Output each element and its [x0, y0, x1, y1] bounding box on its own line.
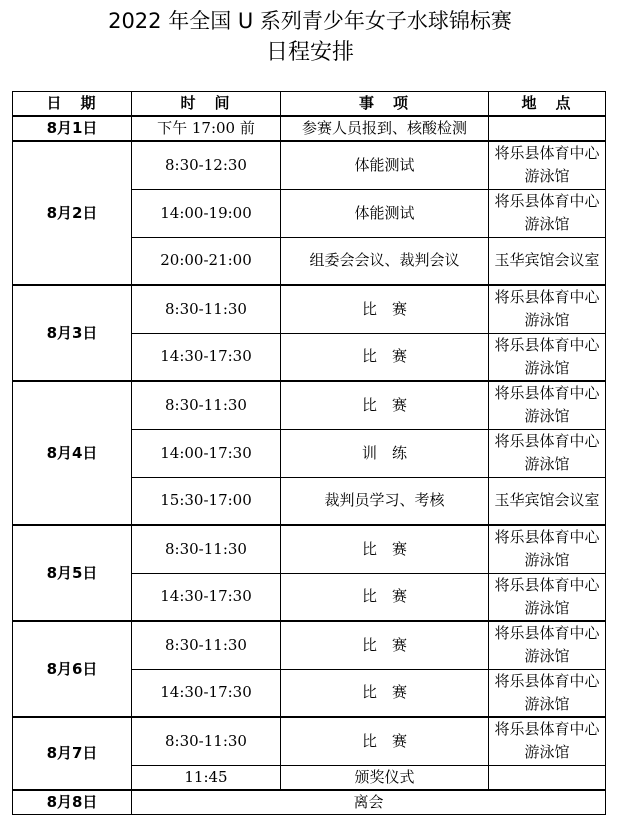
place-cell: 将乐县体育中心游泳馆	[489, 429, 606, 477]
document-title: 2022 年全国 U 系列青少年女子水球锦标赛	[108, 9, 512, 33]
event-cell: 比 赛	[281, 381, 489, 429]
date-cell: 8月6日	[13, 621, 132, 717]
time-cell: 11:45	[132, 765, 281, 790]
event-cell: 离会	[132, 790, 606, 815]
table-row	[13, 141, 606, 189]
header-event: 事 项	[281, 92, 489, 117]
table-row	[13, 790, 606, 815]
date-cell: 8月8日	[13, 790, 132, 815]
time-cell: 14:00-19:00	[132, 189, 281, 237]
place-cell: 将乐县体育中心游泳馆	[489, 381, 606, 429]
event-cell: 比 赛	[281, 717, 489, 765]
date-cell: 8月4日	[13, 381, 132, 525]
time-cell: 14:30-17:30	[132, 333, 281, 381]
date-cell: 8月1日	[13, 116, 132, 141]
event-cell: 训 练	[281, 429, 489, 477]
place-cell: 将乐县体育中心游泳馆	[489, 333, 606, 381]
time-cell: 8:30-11:30	[132, 381, 281, 429]
event-cell: 比 赛	[281, 285, 489, 333]
date-cell: 8月2日	[13, 141, 132, 285]
table-row	[13, 621, 606, 669]
place-cell: 将乐县体育中心游泳馆	[489, 141, 606, 189]
event-cell: 比 赛	[281, 621, 489, 669]
place-cell: 将乐县体育中心游泳馆	[489, 717, 606, 765]
schedule-table	[12, 91, 606, 815]
time-cell: 14:00-17:30	[132, 429, 281, 477]
table-row	[13, 116, 606, 141]
time-cell: 15:30-17:00	[132, 477, 281, 525]
header-date: 日 期	[13, 92, 132, 117]
place-cell: 将乐县体育中心游泳馆	[489, 285, 606, 333]
event-cell: 体能测试	[281, 141, 489, 189]
time-cell: 8:30-12:30	[132, 141, 281, 189]
event-cell: 组委会会议、裁判会议	[281, 237, 489, 285]
header-time: 时 间	[132, 92, 281, 117]
time-cell: 14:30-17:30	[132, 669, 281, 717]
event-cell: 比 赛	[281, 669, 489, 717]
date-cell: 8月3日	[13, 285, 132, 381]
place-cell	[489, 116, 606, 141]
document-subtitle: 日程安排	[265, 40, 354, 65]
place-cell	[489, 765, 606, 790]
event-cell: 比 赛	[281, 573, 489, 621]
time-cell: 下午 17:00 前	[132, 116, 281, 141]
event-cell: 裁判员学习、考核	[281, 477, 489, 525]
table-row	[13, 381, 606, 429]
event-cell: 参赛人员报到、核酸检测	[281, 116, 489, 141]
time-cell: 8:30-11:30	[132, 717, 281, 765]
table-row	[13, 525, 606, 573]
time-cell: 8:30-11:30	[132, 525, 281, 573]
time-cell: 8:30-11:30	[132, 285, 281, 333]
time-cell: 14:30-17:30	[132, 573, 281, 621]
time-cell: 20:00-21:00	[132, 237, 281, 285]
event-cell: 颁奖仪式	[281, 765, 489, 790]
event-cell: 体能测试	[281, 189, 489, 237]
event-cell: 比 赛	[281, 333, 489, 381]
place-cell: 玉华宾馆会议室	[489, 477, 606, 525]
schedule-body	[13, 116, 606, 814]
table-header-row	[13, 92, 606, 117]
place-cell: 玉华宾馆会议室	[489, 237, 606, 285]
place-cell: 将乐县体育中心游泳馆	[489, 669, 606, 717]
date-cell: 8月7日	[13, 717, 132, 790]
place-cell: 将乐县体育中心游泳馆	[489, 621, 606, 669]
place-cell: 将乐县体育中心游泳馆	[489, 573, 606, 621]
table-row	[13, 285, 606, 333]
header-place: 地 点	[489, 92, 606, 117]
date-cell: 8月5日	[13, 525, 132, 621]
time-cell: 8:30-11:30	[132, 621, 281, 669]
table-row	[13, 717, 606, 765]
place-cell: 将乐县体育中心游泳馆	[489, 525, 606, 573]
event-cell: 比 赛	[281, 525, 489, 573]
place-cell: 将乐县体育中心游泳馆	[489, 189, 606, 237]
